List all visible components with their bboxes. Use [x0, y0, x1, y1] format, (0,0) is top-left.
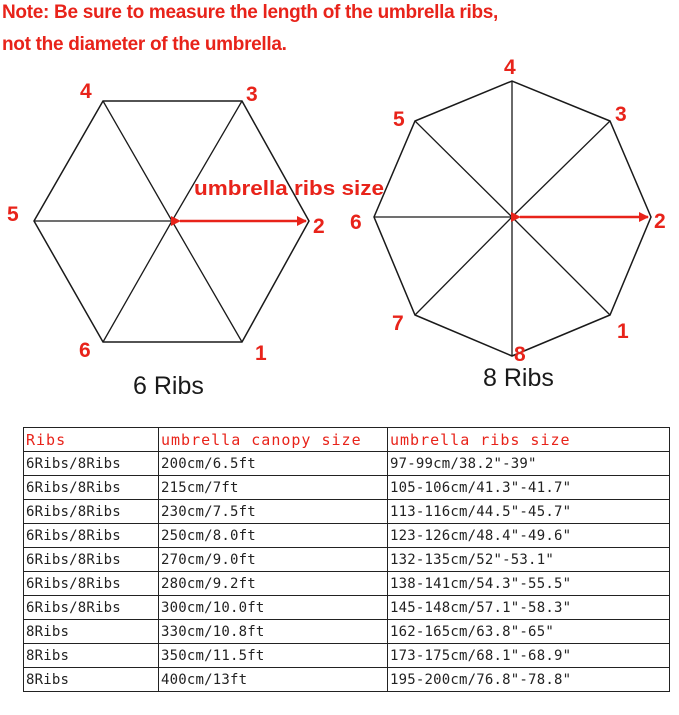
- cell-ribs-size: 132-135cm/52"-53.1": [388, 548, 670, 572]
- hex-vertex-label-1: 1: [255, 342, 267, 365]
- cell-canopy-size: 350cm/11.5ft: [159, 644, 388, 668]
- table-row: [24, 644, 670, 668]
- cell-ribs-size: 97-99cm/38.2"-39": [388, 452, 670, 476]
- table-row: [24, 572, 670, 596]
- size-table: [23, 427, 670, 692]
- cell-canopy-size: 230cm/7.5ft: [159, 500, 388, 524]
- table-row: [24, 596, 670, 620]
- hex-vertex-label-2: 2: [313, 215, 325, 238]
- six-ribs-caption: 6 Ribs: [133, 372, 204, 400]
- hex-vertex-label-6: 6: [79, 339, 91, 362]
- hexagon-rib: [172, 101, 242, 221]
- octagon-vertex-labels: [350, 56, 666, 366]
- note-line-1: Note: Be sure to measure the length of the umbrella ribs,: [2, 2, 498, 23]
- cell-ribs: 6Ribs/8Ribs: [24, 500, 159, 524]
- hexagon-diagram: [7, 80, 384, 365]
- oct-vertex-label-4: 4: [504, 56, 516, 79]
- cell-ribs-size: 105-106cm/41.3"-41.7": [388, 476, 670, 500]
- table-row: [24, 500, 670, 524]
- oct-vertex-label-6: 6: [350, 211, 362, 234]
- table-row: [24, 452, 670, 476]
- cell-ribs: 6Ribs/8Ribs: [24, 596, 159, 620]
- eight-ribs-caption: 8 Ribs: [483, 364, 554, 392]
- cell-canopy-size: 330cm/10.8ft: [159, 620, 388, 644]
- table-row: [24, 524, 670, 548]
- cell-ribs: 6Ribs/8Ribs: [24, 476, 159, 500]
- cell-ribs-size: 145-148cm/57.1"-58.3": [388, 596, 670, 620]
- size-table-container: [23, 427, 670, 692]
- cell-ribs: 6Ribs/8Ribs: [24, 548, 159, 572]
- hexagon-rib: [103, 221, 172, 342]
- cell-ribs: 8Ribs: [24, 668, 159, 692]
- cell-ribs: 8Ribs: [24, 620, 159, 644]
- oct-vertex-label-3: 3: [615, 103, 627, 126]
- cell-ribs-size: 138-141cm/54.3"-55.5": [388, 572, 670, 596]
- table-body: [24, 452, 670, 692]
- oct-vertex-label-5: 5: [393, 108, 405, 131]
- cell-canopy-size: 215cm/7ft: [159, 476, 388, 500]
- cell-ribs: 6Ribs/8Ribs: [24, 452, 159, 476]
- header-canopy-size: umbrella canopy size: [159, 428, 388, 452]
- hex-vertex-label-5: 5: [7, 203, 19, 226]
- octagon-rib: [415, 217, 512, 315]
- octagon-diagram: [350, 56, 666, 366]
- cell-ribs-size: 123-126cm/48.4"-49.6": [388, 524, 670, 548]
- octagon-rib: [512, 217, 610, 315]
- cell-ribs-size: 162-165cm/63.8"-65": [388, 620, 670, 644]
- oct-vertex-label-8: 8: [514, 343, 526, 366]
- cell-ribs: 6Ribs/8Ribs: [24, 572, 159, 596]
- table-row: [24, 668, 670, 692]
- cell-ribs-size: 113-116cm/44.5"-45.7": [388, 500, 670, 524]
- octagon-rib: [415, 121, 512, 217]
- header-ribs-size: umbrella ribs size: [388, 428, 670, 452]
- hexagon-rib: [103, 101, 172, 221]
- table-header-row: [24, 428, 670, 452]
- cell-ribs-size: 195-200cm/76.8"-78.8": [388, 668, 670, 692]
- cell-canopy-size: 400cm/13ft: [159, 668, 388, 692]
- cell-ribs-size: 173-175cm/68.1"-68.9": [388, 644, 670, 668]
- ribs-size-label: umbrella ribs size: [194, 178, 384, 200]
- table-row: [24, 620, 670, 644]
- cell-ribs: 8Ribs: [24, 644, 159, 668]
- cell-canopy-size: 200cm/6.5ft: [159, 452, 388, 476]
- header-ribs: Ribs: [24, 428, 159, 452]
- table-row: [24, 476, 670, 500]
- octagon-rib: [512, 121, 610, 217]
- cell-canopy-size: 300cm/10.0ft: [159, 596, 388, 620]
- hexagon-rib: [172, 221, 242, 342]
- cell-canopy-size: 280cm/9.2ft: [159, 572, 388, 596]
- oct-vertex-label-7: 7: [392, 312, 404, 335]
- hex-vertex-label-4: 4: [80, 80, 92, 103]
- oct-vertex-label-2: 2: [654, 210, 666, 233]
- oct-vertex-label-1: 1: [617, 320, 629, 343]
- table-row: [24, 548, 670, 572]
- note-line-2: not the diameter of the umbrella.: [2, 34, 287, 55]
- hexagon-vertex-labels: [7, 80, 325, 365]
- cell-canopy-size: 250cm/8.0ft: [159, 524, 388, 548]
- cell-canopy-size: 270cm/9.0ft: [159, 548, 388, 572]
- cell-ribs: 6Ribs/8Ribs: [24, 524, 159, 548]
- hex-vertex-label-3: 3: [246, 83, 258, 106]
